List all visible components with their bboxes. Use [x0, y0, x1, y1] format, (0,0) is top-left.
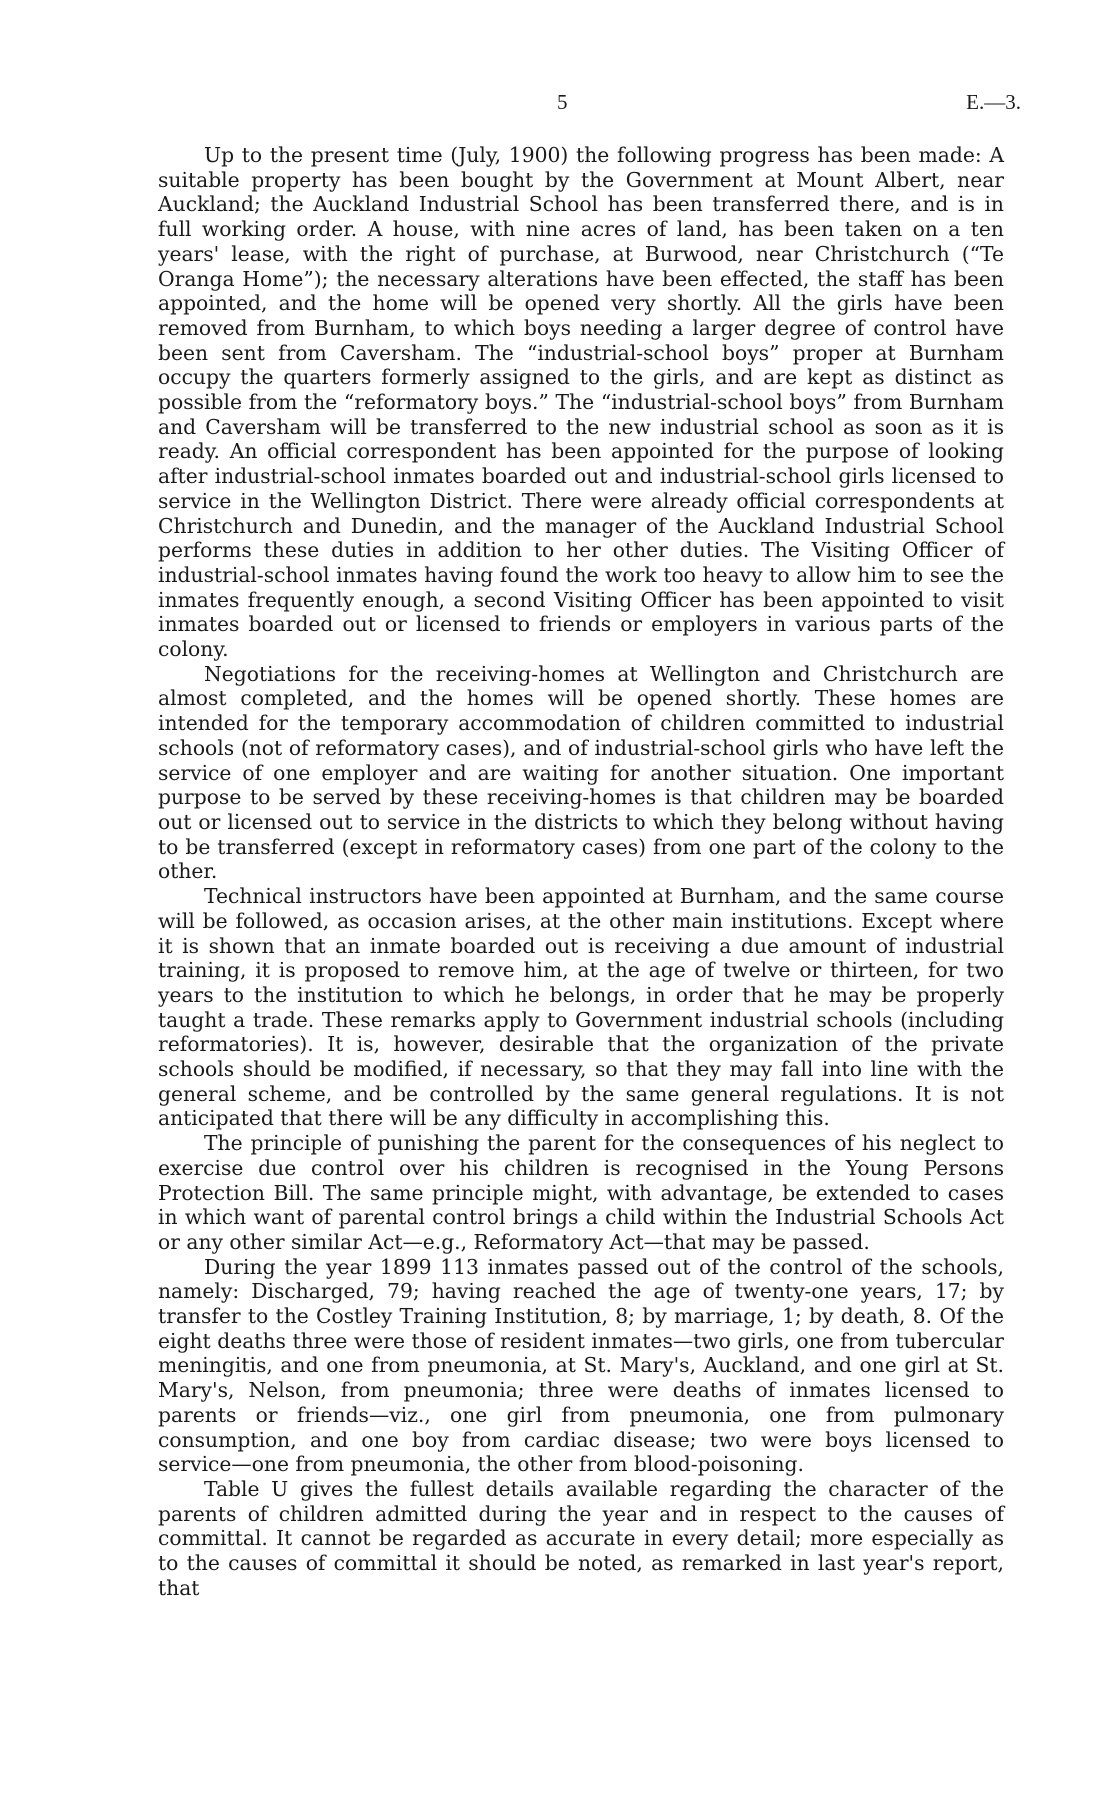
paragraph-parental-control: The principle of punishing the parent for the consequences of his neglect to exercise due control over his children is recognised in the Young Persons Protection Bill. The same principle might, with advantage, be extended to cases in which want of parental control brings a child within the Industrial Schools Act or any other similar Act—e.g., Reformatory Act—that may be passed.: [158, 1131, 1004, 1254]
paragraph-table-u: Table U gives the fullest details available regarding the character of the parents of children admitted during the year and in respect to the causes of committal. It cannot be regarded as accurate in every detail; more especially as to the causes of committal it should be noted, as remarked in last year's report, that: [158, 1476, 1004, 1600]
body-text: [158, 143, 1004, 1600]
paragraph-receiving-homes: Negotiations for the receiving-homes at Wellington and Christchurch are almost completed, and the homes will be opened shortly. These homes are intended for the temporary accommodation of children committed to industrial schools (not of reformatory cases), and of industrial-school girls who have left the service of one employer and are waiting for another situation. One important purpose to be served by these receiving-homes is that children may be boarded out or licensed out to service in the districts to which they belong without having to be transferred (except in reformatory cases) from one part of the colony to the other.: [158, 661, 1004, 884]
document-reference: E.—3.: [966, 90, 1021, 114]
page-header: [0, 90, 1114, 120]
paragraph-technical-instructors: Technical instructors have been appointed at Burnham, and the same course will be followed, as occasion arises, at the other main institutions. Except where it is shown that an inmate boarded out is receiving a due amount of industrial training, it is proposed to remove him, at the age of twelve or thirteen, for two years to the institution to which he belongs, in order that he may be properly taught a trade. These remarks apply to Government industrial schools (including reformatories). It is, however, desirable that the organization of the private schools should be modified, if necessary, so that they may fall into line with the general scheme, and be controlled by the same general regulations. It is not anticipated that there will be any difficulty in accomplishing this.: [158, 884, 1004, 1131]
paragraph-inmates-discharged: During the year 1899 113 inmates passed out of the control of the schools, namely: Discharged, 79; having reached the age of twenty-one years, 17; by transfer to the Costley Training Institution, 8; by marriage, 1; by death, 8. Of the eight deaths three were those of resident inmates—two girls, one from tubercular meningitis, and one from pneumonia, at St. Mary's, Auckland, and one girl at St. Mary's, Nelson, from pneumonia; three were deaths of inmates licensed to parents or friends—viz., one girl from pneumonia, one from pulmonary consumption, and one boy from cardiac disease; two were boys licensed to service—one from pneumonia, the other from blood-poisoning.: [158, 1254, 1004, 1477]
paragraph-progress: Up to the present time (July, 1900) the following progress has been made: A suitable property has been bought by the Government at Mount Albert, near Auckland; the Auckland Industrial School has been transferred there, and is in full working order. A house, with nine acres of land, has been taken on a ten years' lease, with the right of purchase, at Burwood, near Christchurch (“Te Oranga Home”); the necessary alterations have been effected, the staff has been appointed, and the home will be opened very shortly. All the girls have been removed from Burnham, to which boys needing a larger degree of control have been sent from Caversham. The “industrial-school boys” proper at Burnham occupy the quarters formerly assigned to the girls, and are kept as distinct as possible from the “reformatory boys.” The “industrial-school boys” from Burnham and Caversham will be transferred to the new industrial school as soon as it is ready. An official correspondent has been appointed for the purpose of looking after industrial-school inmates boarded out and industrial-school girls licensed to service in the Wellington District. There were already official correspondents at Christchurch and Dunedin, and the manager of the Auckland Industrial School performs these duties in addition to her other duties. The Visiting Officer of industrial-school inmates having found the work too heavy to allow him to see the inmates frequently enough, a second Visiting Officer has been appointed to visit inmates boarded out or licensed to friends or employers in various parts of the colony.: [158, 143, 1004, 662]
page-number: 5: [557, 90, 568, 114]
